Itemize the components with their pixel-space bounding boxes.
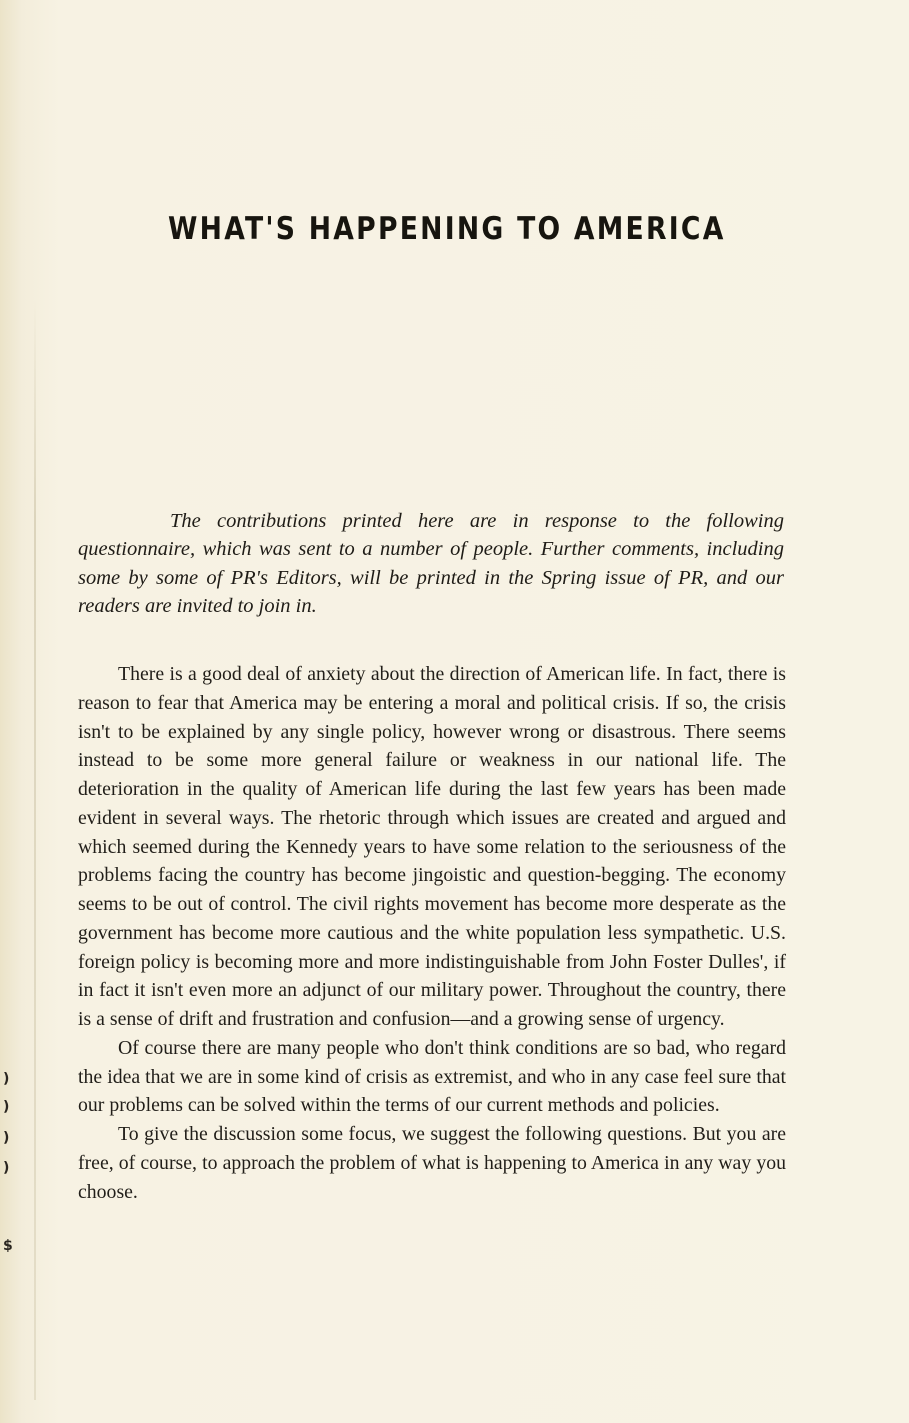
page-title: WHAT'S HAPPENING TO AMERICA xyxy=(168,211,726,247)
margin-mark: ) xyxy=(3,1130,10,1146)
body-text xyxy=(78,660,786,1206)
paragraph: Of course there are many people who don't think conditions are so bad, who regard the idea that we are in some kind of crisis as extremist, and who in any case feel sure that our problems can be solved within the terms of our current methods and policies. xyxy=(78,1036,786,1117)
paragraph: There is a good deal of anxiety about the direction of American life. In fact, there is reason to fear that America may be entering a moral and political crisis. If so, the crisis isn't to be explained by any single policy, however wrong or disastrous. There seems instead to be some more general failure or weakness in our national life. The deterioration in the quality of American life during the last few years has been made evident in several ways. The rhetoric through which issues are created and argued and which seemed during the Kennedy years to have some relation to the seriousness of the problems facing the country has become jingoistic and question-begging. The economy seems to be out of control. The civil rights movement has become more desperate as the government has become more cautious and the white population less sympathetic. U.S. foreign policy is becoming more and more indistinguishable from John Foster Dulles', if in fact it isn't even more an adjunct of our military power. Throughout the country, there is a sense of drift and frustration and confusion—and a growing sense of urgency. xyxy=(78,663,786,1030)
margin-mark: ) xyxy=(3,1160,10,1176)
intro-note: The contributions printed here are in response to the following questionnaire, which was sent to a number of people. Further comments, including some by some of PR's Editors, will be printed in the Spring issue of PR, and our readers are invited to join in. xyxy=(78,510,784,617)
margin-mark: ) xyxy=(3,1071,10,1087)
paragraph: To give the discussion some focus, we suggest the following questions. But you are free, of course, to approach the problem of what is happening to America in any way you choose. xyxy=(78,1123,786,1203)
margin-mark: $ xyxy=(3,1238,13,1254)
margin-mark: ) xyxy=(3,1099,10,1115)
binding-gutter xyxy=(34,300,36,1400)
